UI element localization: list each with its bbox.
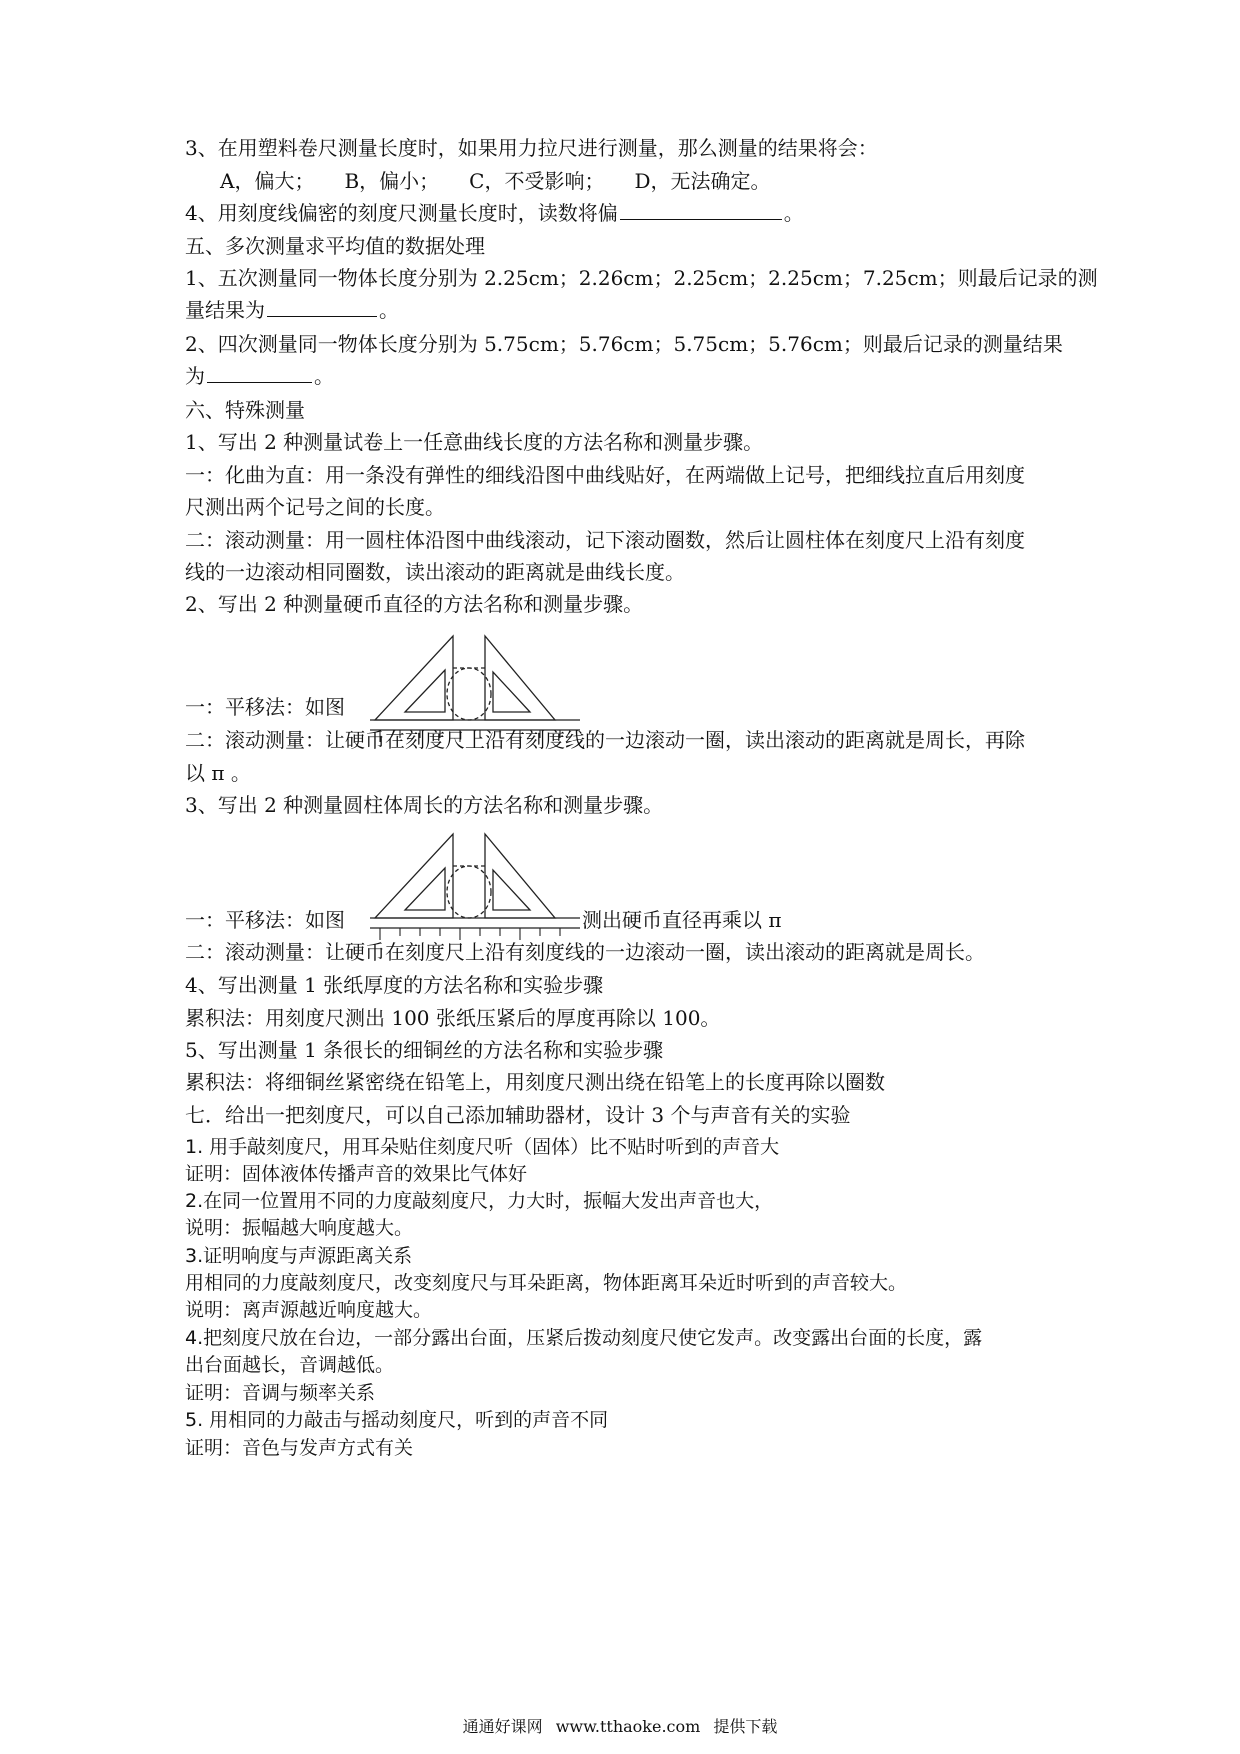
- experiment-5-conclusion: 证明：音色与发声方式有关: [185, 1437, 414, 1459]
- s5q2-end: 。: [314, 364, 334, 388]
- s6-q2-answer-b-line1: 二：滚动测量：让硬币在刻度尺上沿有刻度线的一边滚动一圈，读出滚动的距离就是周长，再除: [185, 728, 1025, 752]
- experiment-4-line2: 出台面越长，音调越低。: [185, 1354, 395, 1376]
- s6-q4-answer: 累积法：用刻度尺测出 100 张纸压紧后的厚度再除以 100。: [185, 1006, 721, 1030]
- s6-question-4: 4、写出测量 1 张纸厚度的方法名称和实验步骤: [185, 973, 604, 997]
- answer-blank: [267, 298, 377, 317]
- s5-question-2-line1: 2、四次测量同一物体长度分别为 5.75cm；5.76cm；5.75cm；5.76cm；则最后记录的测量结果: [185, 332, 1063, 356]
- question-4-text: 4、用刻度线偏密的刻度尺测量长度时，读数将偏: [185, 201, 618, 225]
- s6-q1-answer-a-line1: 一：化曲为直：用一条没有弹性的细线沿图中曲线贴好，在两端做上记号，把细线拉直后用刻度: [185, 463, 1025, 487]
- s6-q1-answer-a-line2: 尺测出两个记号之间的长度。: [185, 495, 445, 519]
- s6-q5-answer: 累积法：将细铜丝紧密绕在铅笔上，用刻度尺测出绕在铅笔上的长度再除以圈数: [185, 1070, 885, 1094]
- question-4-end: 。: [783, 201, 804, 225]
- s5-question-2-line2: [185, 362, 334, 390]
- cylinder-circumference-figure: [365, 826, 585, 946]
- footer-url[interactable]: www.tthaoke.com: [555, 1717, 701, 1736]
- s6-q2-answer-a: 一：平移法：如图: [185, 695, 345, 719]
- s6-question-5: 5、写出测量 1 条很长的细铜丝的方法名称和实验步骤: [185, 1038, 664, 1062]
- s5q2-text: 为: [185, 364, 205, 388]
- s5-question-1-line1: 1、五次测量同一物体长度分别为 2.25cm；2.26cm；2.25cm；2.25cm；7.25cm；则最后记录的测: [185, 266, 1098, 290]
- section-5-title: 五、多次测量求平均值的数据处理: [185, 234, 485, 258]
- experiment-2-conclusion: 说明：振幅越大响度越大。: [185, 1217, 414, 1239]
- section-7-title: 七．给出一把刻度尺，可以自己添加辅助器材，设计 3 个与声音有关的实验: [185, 1103, 851, 1127]
- experiment-1: 1. 用手敲刻度尺，用耳朵贴住刻度尺听（固体）比不贴时听到的声音大: [185, 1136, 780, 1158]
- s6-question-3: 3、写出 2 种测量圆柱体周长的方法名称和测量步骤。: [185, 793, 664, 817]
- s6-q2-answer-b-line2: 以 π 。: [185, 761, 251, 785]
- s6-question-1: 1、写出 2 种测量试卷上一任意曲线长度的方法名称和测量步骤。: [185, 430, 764, 454]
- experiment-3: 3.证明响度与声源距离关系: [185, 1245, 413, 1267]
- s6-q1-answer-b-line1: 二：滚动测量：用一圆柱体沿图中曲线滚动，记下滚动圈数，然后让圆柱体在刻度尺上沿有刻度: [185, 528, 1025, 552]
- ruler-triangle-diagram: [370, 834, 580, 940]
- page-footer: [0, 1716, 1240, 1738]
- experiment-1-conclusion: 证明：固体液体传播声音的效果比气体好: [185, 1163, 528, 1185]
- s6-q3-answer-b: 二：滚动测量：让硬币在刻度尺上沿有刻度线的一边滚动一圈，读出滚动的距离就是周长。: [185, 940, 985, 964]
- experiment-5: 5. 用相同的力敲击与摇动刻度尺，听到的声音不同: [185, 1409, 609, 1431]
- s6q3-method-note: 测出硬币直径再乘以 π: [582, 908, 782, 932]
- footer-note: 提供下载: [713, 1717, 778, 1736]
- experiment-3-description: 用相同的力度敲刻度尺，改变刻度尺与耳朵距离，物体距离耳朵近时听到的声音较大。: [185, 1272, 908, 1294]
- s6q3-method: 一：平移法：如图: [185, 908, 345, 932]
- s6-q3-answer-a: [185, 906, 782, 934]
- s5q1-text: 量结果为: [185, 298, 265, 322]
- experiment-4-conclusion: 证明：音调与频率关系: [185, 1382, 376, 1404]
- section-6-title: 六、特殊测量: [185, 398, 305, 422]
- answer-blank: [620, 201, 782, 220]
- experiment-4-line1: 4.把刻度尺放在台边，一部分露出台面，压紧后拨动刻度尺使它发声。改变露出台面的长度，露: [185, 1327, 983, 1349]
- s5q1-end: 。: [379, 298, 399, 322]
- s5-question-1-line2: [185, 296, 399, 324]
- experiment-3-conclusion: 说明：离声源越近响度越大。: [185, 1299, 433, 1321]
- experiment-2: 2.在同一位置用不同的力度敲刻度尺，力大时，振幅大发出声音也大，: [185, 1190, 774, 1212]
- question-3-options: A，偏大； B，偏小； C，不受影响； D，无法确定。: [220, 169, 771, 193]
- footer-site-name: 通通好课网: [462, 1717, 543, 1736]
- answer-blank: [207, 364, 312, 383]
- s6-question-2: 2、写出 2 种测量硬币直径的方法名称和测量步骤。: [185, 592, 644, 616]
- question-3: 3、在用塑料卷尺测量长度时，如果用力拉尺进行测量，那么测量的结果将会：: [185, 136, 878, 160]
- s6-q1-answer-b-line2: 线的一边滚动相同圈数，读出滚动的距离就是曲线长度。: [185, 560, 685, 584]
- question-4: [185, 199, 804, 227]
